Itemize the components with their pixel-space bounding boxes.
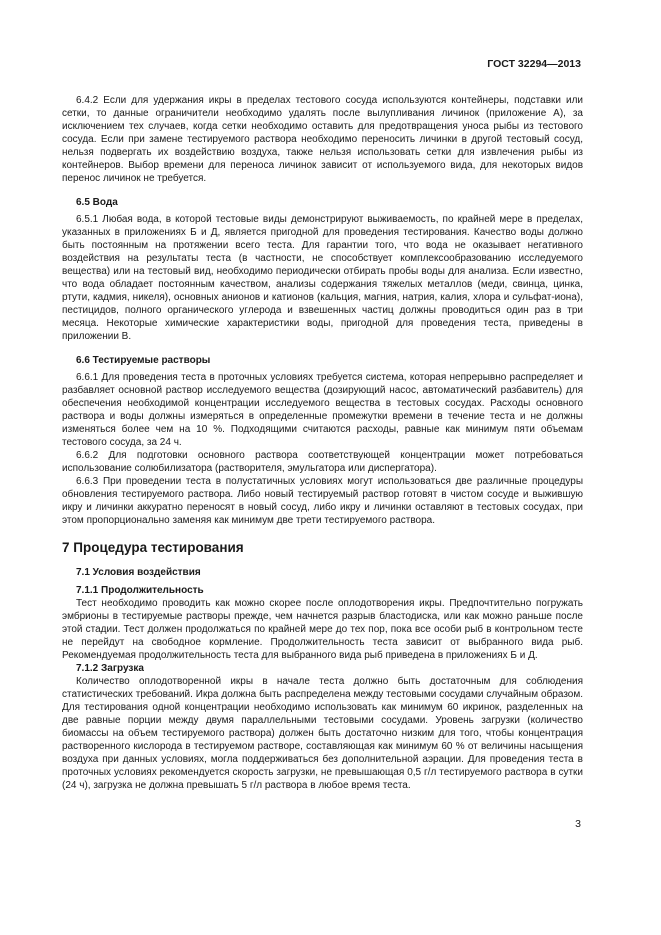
paragraph-6-6-2: 6.6.2 Для подготовки основного раствора соответствующей концентрации может потребоваться использование солюбилизатора (растворителя, эмульгатора или диспергатора). — [62, 450, 583, 474]
paragraph-7-1-2: Количество оплодотворенной икры в начале теста должно быть достаточным для соблюдения статистических требований. Икра должна быть распределена между тестовыми сосудами случайным образом. Для тестирования одной концентрации необходимо использовать как минимум 60 икринок, разделенных на две равные порции между двумя параллельными тестовыми сосудами. Уровень загрузки (количество биомассы на объем тестируемого раствора) должен быть достаточно низким для того, чтобы концентрация растворенного кислорода в тестируемом растворе, составляющая как минимум 60 % от величины насыщения воздуха при данных условиях, могла поддерживаться без дополнительной аэрации. Для проведения теста в проточных условиях рекомендуется скорость загрузки, не превышающая 0,5 г/л тестируемого раствора в сутки (24 ч), загрузка не должна превышать 5 г/л раствора в любое время теста. — [62, 676, 583, 791]
paragraph-7-1-1: Тест необходимо проводить как можно скорее после оплодотворения икры. Предпочтительно погружать эмбрионы в тестируемые растворы прежде, чем начнется разрыв бластодиска, или как можно раньше после этой стадии. Тест должен продолжаться по крайней мере до тех пор, пока все особи рыб в контрольном тесте не перейдут на свободное кормление. Продолжительность теста зависит от выбранного вида рыб. Рекомендуемая продолжительность теста для выбранного вида рыб приведена в приложениях Б и Д. — [62, 598, 583, 661]
heading-7: 7 Процедура тестирования — [62, 540, 244, 555]
paragraph-6-4-2: 6.4.2 Если для удержания икры в пределах тестового сосуда используются контейнеры, подставки или сетки, то данные ограничители необходимо удалять после вылупливания личинок (приложение А), за исключением тех случаев, когда сетки необходимо оставить для предотвращения уноса рыбы из тестового сосуда. Если при замене тестируемого раствора необходимо переносить личинки в другой тестовый сосуд, нельзя подвергать их воздействию воздуха, также нельзя использовать сетки для извлечения рыбы из контейнеров. Выбор времени для переноса личинок зависит от используемого вида, для некоторых видов перенос личинок не требуется. — [62, 95, 583, 184]
paragraph-6-5-1: 6.5.1 Любая вода, в которой тестовые виды демонстрируют выживаемость, по крайней мере в пределах, указанных в приложениях Б и Д, является пригодной для проведения тестирования. Качество воды должно быть постоянным на протяжении всего теста. Для гарантии того, что вода не оказывает негативного воздействия на результаты теста (в частности, не способствует комплексообразованию исследуемого вещества) или на тестовый вид, необходимо периодически отбирать пробы воды для анализа. Если известно, что вода обладает постоянным качеством, анализы содержания тяжелых металлов (меди, свинца, цинка, ртути, кадмия, никеля), основных анионов и катионов (кальция, магния, натрия, калия, хлора и сульфат-иона), пестицидов, полного органического углерода и взвешенных частиц должны проводиться один раз в три месяца. Некоторые химические характеристики воды, пригодной для проведения теста, приведены в приложении В. — [62, 214, 583, 342]
paragraph-6-6-1: 6.6.1 Для проведения теста в проточных условиях требуется система, которая непрерывно распределяет и разбавляет основной раствор исследуемого вещества (дозирующий насос, автоматический разбавитель) для обеспечения необходимой концентрации исследуемого вещества в тестовых сосудах. Расходы основного раствора и воды должны измеряться в определенные промежутки времени в течение теста и не должны изменяться более чем на 10 %. Подходящими считаются расходы, равные как минимум пяти объемам тестового сосуда, за 24 ч. — [62, 372, 583, 448]
heading-7-1-1: 7.1.1 Продолжительность — [76, 585, 204, 596]
heading-6-5: 6.5 Вода — [76, 197, 118, 208]
heading-7-1: 7.1 Условия воздействия — [76, 567, 201, 578]
heading-6-6: 6.6 Тестируемые растворы — [76, 355, 211, 366]
paragraph-6-6-3: 6.6.3 При проведении теста в полустатичных условиях могут использоваться две различные процедуры обновления тестируемого раствора. Либо новый тестируемый раствор готовят в чистом сосуде и выжившую икру и личинки аккуратно переносят в новый сосуд, либо икру и личинки оставляют в тестовых сосудах, при этом пропорционально заменяя как минимум две трети тестируемого раствора. — [62, 476, 583, 526]
heading-7-1-2: 7.1.2 Загрузка — [76, 663, 144, 674]
page-number: 3 — [575, 818, 581, 830]
document-header: ГОСТ 32294—2013 — [487, 58, 581, 70]
document-body — [62, 94, 583, 792]
